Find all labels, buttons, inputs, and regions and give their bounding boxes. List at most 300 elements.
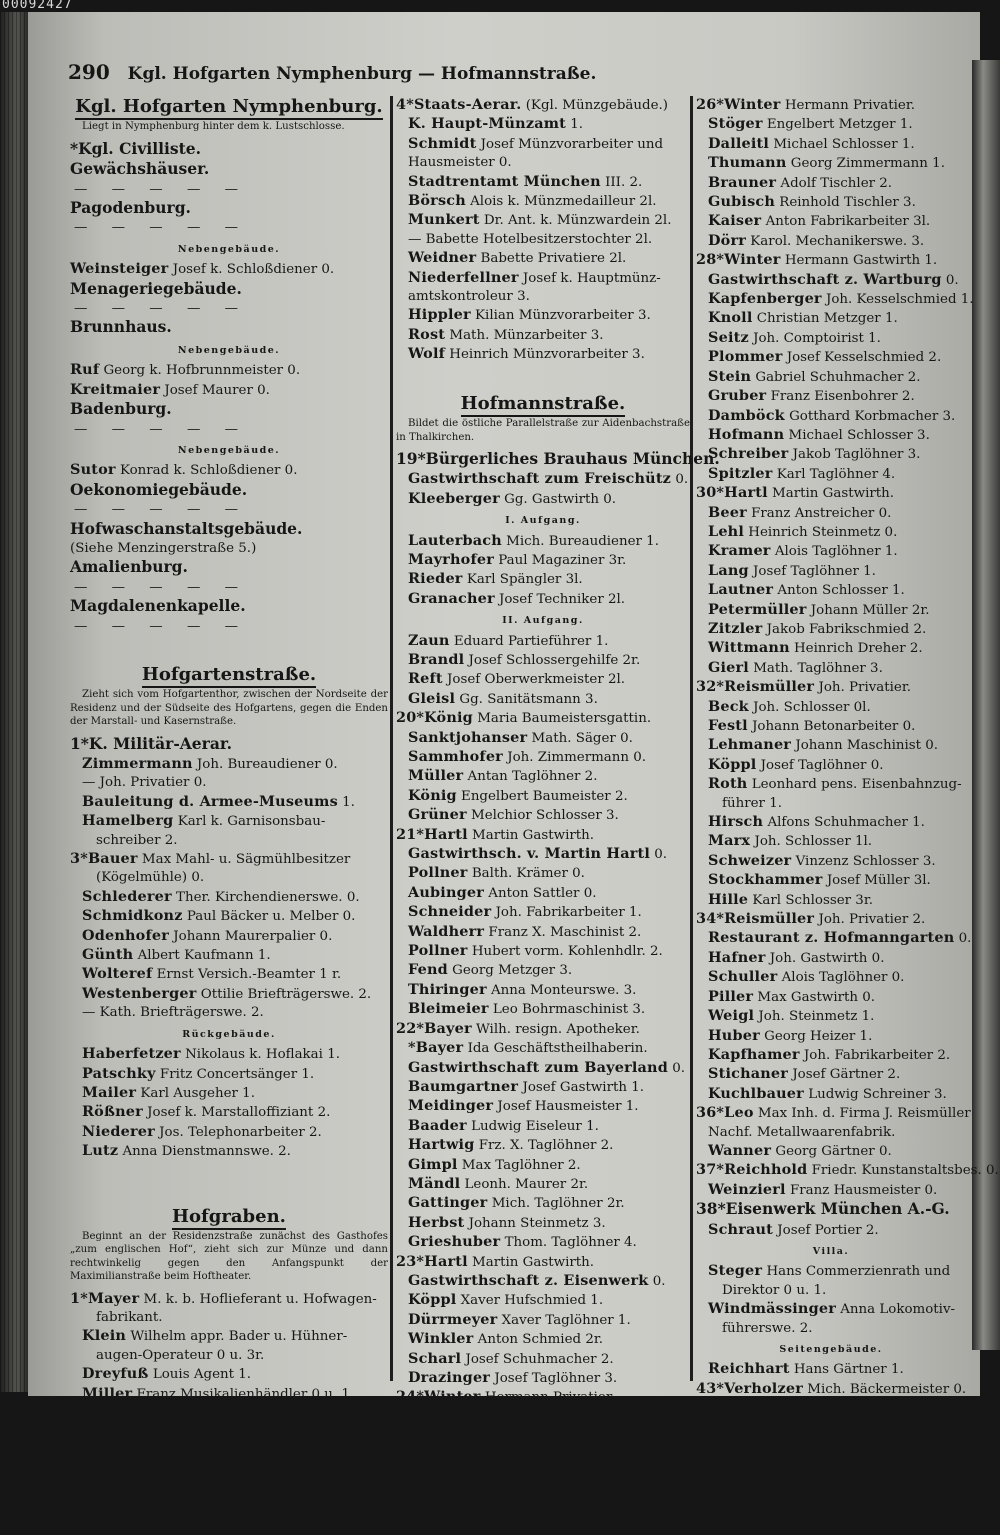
- entry-name: 19*Bürgerliches Brauhaus München.: [396, 448, 720, 468]
- entry-detail: Anton Sattler 0.: [484, 885, 597, 901]
- entry-detail: 0.: [648, 1273, 666, 1289]
- entry-name: Kramer: [708, 542, 771, 560]
- directory-entry: [70, 1309, 388, 1327]
- entry-detail: Joh. Kesselschmied 1.: [821, 292, 974, 308]
- directory-entry: [696, 1007, 966, 1026]
- entry-name: 1*Mayer: [70, 1289, 140, 1307]
- entry-detail: Josef Taglöhner 1.: [748, 563, 876, 579]
- entry-name: Gasthaus Münchner Gießerei: [708, 1399, 951, 1417]
- directory-entry: [396, 1466, 690, 1485]
- entry-list: [70, 140, 388, 238]
- entry-name: Buchberger: [708, 1457, 806, 1475]
- entry-detail: Anna Monteurswe. 3.: [486, 982, 637, 998]
- directory-entry: [696, 1200, 966, 1220]
- entry-detail: Christian Metzger 1.: [752, 311, 898, 327]
- entry-name: Schneider: [408, 903, 492, 921]
- entry-name: Bauleitung d. Armee-Museums: [82, 792, 338, 810]
- entry-list: [70, 260, 388, 339]
- entry-detail: Martin Gastwirth.: [467, 1254, 595, 1270]
- entry-name: Wolf: [408, 345, 446, 363]
- entry-name: Brunnhaus.: [70, 317, 172, 337]
- subheading: I. Aufgang.: [505, 515, 581, 527]
- entry-detail: Johann Betonarbeiter 0.: [747, 719, 916, 734]
- entry-name: Sammhofer: [408, 748, 503, 765]
- entry-name: Müller: [408, 767, 464, 785]
- entry-detail: Anna Dienstmannswe. 2.: [118, 1144, 291, 1160]
- directory-entry: [696, 523, 966, 542]
- entry-name: Munkert: [408, 211, 480, 229]
- entry-detail: III. 2.: [600, 174, 643, 190]
- adjacent-page-edge: [972, 60, 1000, 1350]
- entry-detail: Thom. Taglöhner 4.: [500, 1235, 637, 1251]
- directory-entry: [396, 1214, 690, 1233]
- entry-name: Schütz: [408, 1407, 465, 1425]
- directory-entry: [396, 551, 690, 570]
- entry-continuation: führer 1.: [722, 795, 782, 811]
- directory-entry: [70, 260, 388, 279]
- directory-entry: [70, 850, 388, 869]
- directory-entry: [70, 1103, 388, 1122]
- entry-detail: Heinrich Steinmetz 0.: [744, 524, 898, 540]
- entry-continuation: — Kath. Briefträgerswe. 2.: [82, 1005, 264, 1021]
- entry-name: Weigl: [708, 1007, 755, 1025]
- directory-entry: [396, 1117, 690, 1136]
- entry-detail: Alfons Schuhmacher 1.: [763, 815, 925, 831]
- directory-entry: [396, 1078, 690, 1097]
- directory-entry: [70, 280, 388, 300]
- entry-name: Beck: [708, 697, 749, 715]
- entry-name: Pollner: [408, 942, 468, 960]
- entry-detail: Alois k. Münzmedailleur 2l.: [465, 194, 657, 210]
- entry-name: Reichhart: [708, 1360, 790, 1378]
- entry-name: Rößner: [82, 1103, 143, 1121]
- entry-name: Wolteref: [82, 965, 153, 983]
- directory-entry: [696, 154, 966, 173]
- page-number: 290: [68, 60, 110, 84]
- directory-entry: [396, 306, 690, 325]
- entry-detail: Josef Münzvorarbeiter und: [476, 136, 664, 152]
- entry-detail: 1.: [337, 794, 355, 810]
- directory-entry: [696, 1181, 966, 1200]
- entry-detail: Heinrich Münzvorarbeiter 3.: [445, 347, 645, 363]
- entry-detail: Josef Kesselschmied 2.: [782, 350, 942, 366]
- directory-entry: [396, 1059, 690, 1078]
- entry-name: Klein: [82, 1327, 127, 1345]
- entry-detail: Johann Steinmetz 3.: [464, 1215, 606, 1231]
- entry-name: Weinsteiger: [70, 260, 169, 278]
- entry-name: Kapfhamer: [708, 1045, 800, 1063]
- directory-entry: [396, 864, 690, 883]
- entry-name: 21*Hartl: [396, 825, 468, 843]
- entry-detail: Dr. Ant. k. Münzwardein 2l.: [479, 213, 672, 229]
- entry-detail: Josef Gastwirth 1.: [518, 1079, 645, 1095]
- entry-detail: 0.: [950, 1401, 968, 1417]
- directory-entry: [396, 192, 690, 211]
- entry-detail: Leonhard pens. Eisenbahnzug-: [747, 777, 962, 793]
- entry-name: Gastwirthschaft zum Freischütz: [408, 470, 672, 488]
- entry-name: Lehl: [708, 522, 745, 540]
- directory-entry: [396, 1485, 690, 1504]
- entry-detail: Hermann Privatier.: [780, 98, 916, 113]
- directory-entry: [696, 756, 966, 775]
- directory-entry: [70, 1422, 388, 1441]
- entry-detail: Anton Fabrikarbeiter 3l.: [761, 214, 931, 230]
- directory-entry: [696, 1320, 966, 1338]
- directory-entry: [70, 318, 388, 338]
- entry-name: 22*Bayer: [396, 1019, 472, 1037]
- directory-entry: [696, 1360, 966, 1379]
- entry-detail: Josef Maurer 0.: [160, 382, 270, 398]
- entry-name: Lautner: [708, 581, 774, 599]
- entry-name: Letfuß: [408, 1504, 463, 1522]
- directory-entry: [70, 793, 388, 812]
- directory-entry: [696, 910, 966, 929]
- entry-detail: Albert Kaufmann 1.: [133, 948, 271, 964]
- entry-name: Haberfetzer: [82, 1045, 181, 1063]
- column-middle: [396, 96, 720, 1524]
- entry-name: Grüner: [408, 806, 467, 824]
- entry-name: Gewächshäuser.: [70, 159, 210, 179]
- directory-entry: [696, 1065, 966, 1084]
- directory-entry: [70, 927, 388, 946]
- entry-name: Gruber: [708, 387, 767, 405]
- directory-entry: [70, 1065, 388, 1084]
- directory-entry: [396, 249, 690, 268]
- entry-name: Piller: [708, 987, 754, 1005]
- entry-detail: Hans Gärtner 1.: [789, 1362, 904, 1378]
- directory-entry: [396, 1369, 690, 1388]
- directory-entry: [696, 1516, 966, 1535]
- entry-name: Rieder: [408, 570, 463, 588]
- directory-entry: [396, 288, 690, 306]
- entry-detail: Kilian Münzvorarbeiter 3.: [470, 308, 651, 324]
- entry-name: Hofmann: [708, 425, 785, 443]
- directory-entry: [396, 1330, 690, 1349]
- directory-entry: [696, 1438, 966, 1457]
- entry-name: Wittmann: [708, 639, 790, 657]
- directory-entry: [696, 1457, 966, 1476]
- directory-entry: [396, 670, 690, 689]
- directory-entry: [396, 154, 690, 172]
- entry-detail: Josef Taglöhner 0.: [756, 757, 884, 773]
- entry-name: Gastwirthsch. v. Martin Hartl: [408, 845, 651, 863]
- subheading: Nebengebäude.: [177, 344, 281, 356]
- entry-name: Hille: [708, 890, 749, 908]
- directory-entry: [396, 211, 690, 230]
- directory-entry: [696, 581, 966, 600]
- subheading: Nebengebäude.: [177, 243, 281, 255]
- entry-name: Stein: [708, 367, 752, 385]
- entry-continuation: augen-Operateur 0 u. 3r.: [96, 1347, 265, 1363]
- entry-name: König: [408, 786, 457, 804]
- entry-name: Gastwirthschaft z. Wartburg: [708, 270, 942, 288]
- entry-continuation: Direktor 0 u. 1.: [722, 1282, 827, 1298]
- section-note: Zieht sich vom Hofgartenthor, zwischen der Nordseite der Residenz und der Südseite des Hofgartens, gegen die Enden der Marstall- und Kasernstraße.: [70, 689, 388, 728]
- directory-entry: [696, 232, 966, 251]
- entry-name: Westenberger: [82, 984, 197, 1002]
- entry-name: Menageriegebäude.: [70, 278, 242, 298]
- entry-name: Sanktjohanser: [408, 728, 528, 746]
- entry-name: Lang: [708, 561, 749, 579]
- entry-detail: Xaver Taglöhner 1.: [497, 1312, 631, 1328]
- directory-entry: [696, 504, 966, 523]
- directory-entry: [70, 1327, 388, 1346]
- entry-name: Lehmaner: [708, 736, 792, 754]
- directory-entry: [696, 1282, 966, 1300]
- entry-detail: Hans Commerzienrath und: [762, 1264, 951, 1280]
- entry-continuation: — Joh. Privatier 0.: [82, 775, 207, 791]
- entry-detail: Maria Wäscherin 0.: [464, 1409, 601, 1425]
- entry-name: Schmidt: [408, 134, 477, 152]
- entry-name: Dreyfuß: [82, 1365, 149, 1383]
- entry-detail: Nikolaus k. Hoflakai 1.: [180, 1047, 340, 1063]
- entry-detail: Otto Steindrucker 3.: [462, 1506, 607, 1522]
- entry-name: Scharl: [408, 1485, 462, 1503]
- directory-entry: [696, 871, 966, 890]
- entry-name: Schwaiger: [708, 1476, 794, 1494]
- entry-list: [396, 448, 720, 509]
- directory-entry: [396, 709, 690, 728]
- directory-entry: [396, 1350, 690, 1369]
- entry-name: Kaiser: [708, 212, 762, 230]
- entry-name: Marx: [708, 832, 751, 850]
- directory-entry: [396, 748, 690, 767]
- directory-entry: [70, 1084, 388, 1103]
- entry-name: Dörr: [708, 231, 747, 249]
- entry-name: Kuchlbauer: [708, 1084, 804, 1102]
- directory-entry: [696, 1161, 999, 1180]
- entry-detail: Max Inh. d. Firma J. Reismüller: [753, 1106, 971, 1122]
- directory-entry: [396, 1408, 690, 1427]
- directory-entry: [396, 1253, 690, 1272]
- directory-entry: [696, 251, 966, 270]
- entry-detail: Ludwig Eiseleur 1.: [466, 1118, 599, 1134]
- entry-detail: Xaver Hufschmied 1.: [456, 1293, 604, 1309]
- entry-detail: Antan Taglöhner 2.: [463, 769, 598, 785]
- directory-entry: [396, 729, 690, 748]
- directory-entry: [70, 1290, 388, 1309]
- entry-detail: Peter Gastwirth 1.: [801, 1420, 931, 1436]
- entry-name: Winkler: [408, 1330, 474, 1348]
- entry-detail: Math. Münzarbeiter 3.: [445, 327, 604, 343]
- directory-entry: [696, 620, 966, 639]
- entry-name: Badenburg.: [70, 399, 172, 419]
- entry-name: Gleisl: [408, 689, 456, 707]
- directory-entry: [696, 1262, 966, 1281]
- directory-entry: [696, 1085, 966, 1104]
- entry-name: Stöger: [708, 115, 763, 133]
- entry-continuation: — Mich. Schreiner 1.: [82, 1405, 227, 1420]
- entry-detail: Georg Metzger 3.: [447, 963, 573, 979]
- entry-detail: Max Mahl- u. Sägmühlbesitzer: [137, 852, 351, 868]
- entry-name: Herbst: [408, 1213, 465, 1231]
- entry-detail: Paul Magaziner 3r.: [494, 552, 627, 568]
- directory-entry: [696, 698, 966, 717]
- entry-name: 32*Reismüller: [696, 678, 815, 696]
- directory-entry: [396, 767, 690, 786]
- directory-entry: [70, 1004, 388, 1022]
- directory-entry: [396, 115, 690, 134]
- entry-detail: Franz Eisenbohrer 2.: [766, 389, 915, 405]
- entry-name: Hofwaschanstaltsgebäude.: [70, 518, 303, 538]
- directory-entry: [396, 903, 690, 922]
- entry-detail: Louis Agent 1.: [148, 1367, 252, 1383]
- entry-detail: Gabriel Schuhmacher 2.: [751, 369, 921, 385]
- directory-entry: [396, 532, 690, 551]
- entry-name: Witt: [82, 1422, 118, 1440]
- subheading: II. Aufgang.: [502, 615, 584, 627]
- entry-detail: Max Gastwirth 0.: [753, 989, 876, 1005]
- entry-name: Hartwig: [408, 1136, 475, 1154]
- entry-detail: Joh. Zimmermann 0.: [502, 750, 647, 765]
- entry-continuation: führerswe. 2.: [722, 1320, 813, 1336]
- directory-entry: [696, 949, 966, 968]
- entry-detail: Karl Taglöhner 4.: [772, 466, 896, 482]
- entry-detail: Josef Schuhmacher 2.: [461, 1351, 614, 1367]
- running-head: [68, 60, 668, 84]
- entry-list: [70, 735, 388, 1023]
- entry-name: *Kgl. Civilliste.: [70, 138, 202, 158]
- entry-name: Schraut: [708, 1220, 774, 1238]
- directory-entry: [396, 1000, 690, 1019]
- entry-detail: Ludwig Schreiner 3.: [803, 1086, 947, 1102]
- directory-entry: [70, 140, 388, 160]
- directory-entry: [696, 1399, 966, 1418]
- directory-entry: [696, 678, 966, 697]
- directory-entry: [70, 381, 388, 400]
- directory-entry: [696, 775, 966, 794]
- directory-entry: [70, 597, 388, 617]
- directory-entry: [70, 1442, 388, 1461]
- directory-entry: [696, 1104, 971, 1123]
- directory-entry: [70, 520, 388, 540]
- entry-name: Damböck: [708, 406, 785, 424]
- directory-entry: [396, 1291, 690, 1310]
- entry-name: Gubisch: [708, 193, 776, 211]
- entry-detail: Ida Geschäftstheilhaberin.: [463, 1041, 648, 1057]
- directory-entry: [70, 618, 388, 636]
- entry-name: 26*Winter: [696, 96, 781, 113]
- directory-entry: [396, 326, 690, 345]
- directory-entry: [696, 465, 966, 484]
- entry-detail: 1.: [566, 117, 584, 133]
- entry-detail: Ther. Kirchendienerswe. 0.: [171, 889, 360, 905]
- entry-detail: Martin Gastwirth.: [467, 827, 595, 843]
- entry-detail: Josef Gärtner 2.: [788, 1067, 901, 1083]
- directory-entry: [70, 735, 388, 755]
- entry-name: Fend: [408, 961, 448, 979]
- entry-detail: Johann Maurerpalier 0.: [169, 928, 333, 944]
- entry-name: Weidner: [408, 249, 477, 267]
- entry-detail: Martin Gastwirth.: [767, 486, 895, 502]
- directory-entry: [696, 659, 966, 678]
- entry-detail: Franz Anstreicher 0.: [746, 505, 892, 521]
- entry-name: Petermüller: [708, 600, 807, 618]
- directory-entry: [396, 961, 690, 980]
- directory-entry: [696, 348, 966, 367]
- entry-detail: Babette Privatiere 2l.: [476, 251, 627, 267]
- entry-detail: Joh. Privatier 2.: [814, 912, 926, 928]
- entry-list: [70, 461, 388, 636]
- directory-entry: [396, 1156, 690, 1175]
- directory-entry: [70, 888, 388, 907]
- directory-entry: [696, 1419, 966, 1438]
- entry-name: Spitzler: [708, 464, 773, 482]
- entry-name: Egerer: [708, 1496, 764, 1514]
- entry-detail: Anna Lokomotiv-: [835, 1302, 956, 1318]
- subheading: Seitengebäude.: [779, 1344, 883, 1355]
- entry-detail: Joh. Gastwirth 0.: [765, 950, 885, 966]
- directory-entry: [396, 1097, 690, 1116]
- entry-detail: Joh. Steinmetz 1.: [754, 1009, 875, 1025]
- entry-detail: Frz. X. Taglöhner 2.: [474, 1138, 614, 1154]
- directory-entry: [696, 813, 966, 832]
- entry-name: Schweizer: [708, 851, 792, 869]
- section-title: Hofmannstraße.: [396, 395, 690, 413]
- entry-detail: Franz X. Maschinist 2.: [484, 924, 642, 940]
- column-left: [70, 96, 388, 1461]
- entry-detail: Joh. Bureaudiener 0.: [192, 757, 338, 772]
- column-right: [696, 96, 999, 1535]
- directory-entry: [396, 1136, 690, 1155]
- entry-continuation: (Kögelmühle) 0.: [96, 870, 205, 886]
- entry-continuation: amtskontroleur 3.: [408, 289, 530, 305]
- entry-continuation: — — — — —: [74, 301, 248, 317]
- directory-entry: [70, 869, 388, 887]
- entry-name: Gierl: [708, 658, 749, 676]
- entry-name: Zaun: [408, 631, 450, 649]
- directory-entry: [70, 1123, 388, 1142]
- entry-detail: Joh. Fabrikarbeiter 2.: [799, 1047, 951, 1063]
- entry-detail: Gg. Sanitätsmann 3.: [455, 691, 598, 707]
- entry-name: Wanner: [708, 1141, 772, 1159]
- directory-entry: [696, 1027, 966, 1046]
- entry-detail: Michael Schlosser 3.: [784, 427, 930, 443]
- entry-detail: Leonh. Maurer 2r.: [460, 1176, 589, 1192]
- entry-continuation: fabrikant.: [96, 1309, 163, 1325]
- entry-detail: 0.: [941, 272, 959, 288]
- section-note: Bildet die östliche Parallelstraße zur Aidenbachstraße in Thalkirchen.: [396, 418, 690, 443]
- entry-detail: Vinzenz Schlosser 3.: [791, 853, 936, 869]
- book-page-stack: [0, 12, 28, 1392]
- entry-name: 37*Reichhold: [696, 1161, 808, 1179]
- entry-continuation: Hausmeister 0.: [408, 155, 512, 171]
- entry-detail: Jos. Telephonarbeiter 2.: [154, 1124, 322, 1140]
- entry-name: 30*Hartl: [696, 484, 768, 502]
- entry-name: Wiesner: [708, 1438, 776, 1456]
- directory-entry: [696, 96, 966, 115]
- entry-name: Niederer: [82, 1122, 155, 1140]
- entry-continuation: — — — — —: [74, 579, 248, 595]
- entry-list: [396, 96, 690, 365]
- entry-name: Gattinger: [408, 1194, 488, 1212]
- directory-entry: [70, 181, 388, 199]
- entry-name: Thiringer: [408, 980, 487, 998]
- directory-entry: [696, 407, 966, 426]
- directory-entry: [70, 774, 388, 792]
- entry-detail: Gg. Gastwirth 0.: [499, 491, 617, 507]
- directory-entry: [396, 1311, 690, 1330]
- directory-entry: [396, 345, 690, 364]
- entry-list: [396, 532, 690, 610]
- directory-entry: [70, 1404, 388, 1422]
- entry-detail: Karl Ausgeher 1.: [136, 1085, 255, 1101]
- entry-continuation: schreiber 2.: [96, 832, 178, 848]
- entry-name: Niederfellner: [408, 268, 519, 286]
- entry-detail: Alois Taglöhner 0.: [777, 970, 905, 986]
- scan-id: 00092427: [2, 0, 73, 12]
- entry-name: Schmidkonz: [82, 907, 183, 925]
